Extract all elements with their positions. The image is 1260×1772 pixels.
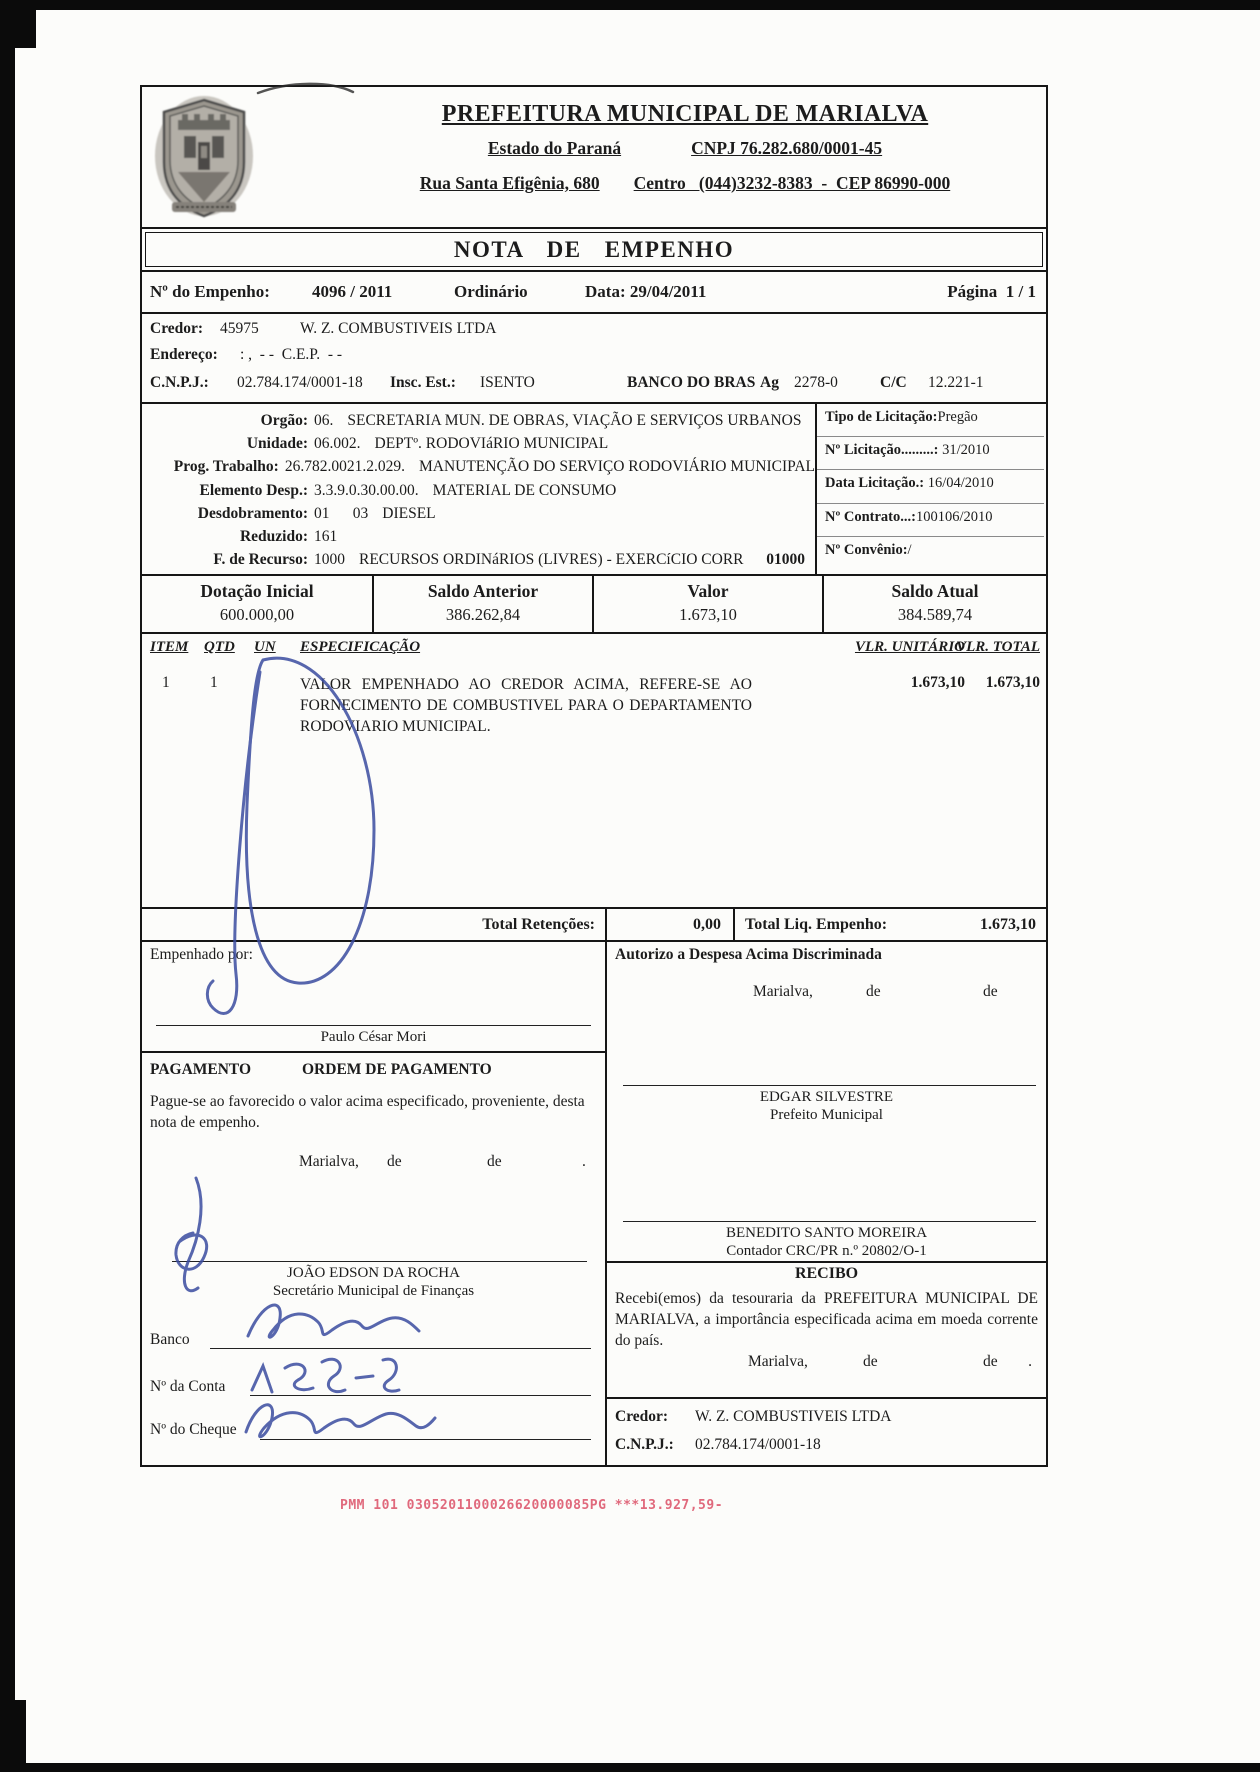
form-header <box>142 87 1046 227</box>
totals-row <box>142 907 1046 940</box>
col-header-unit: UN <box>254 639 276 655</box>
unidade-code: 06.002. <box>314 435 361 453</box>
address-city-phone: Centro (044)3232-8383 - CEP 86990-000 <box>633 173 951 193</box>
signature-line-accountant <box>623 1221 1036 1222</box>
retentions-value: 0,00 <box>607 909 735 940</box>
creditor-label: Credor: <box>150 320 204 337</box>
contract-number-value: 100106/2010 <box>915 508 993 525</box>
title-bar <box>142 227 1046 270</box>
net-total-value: 1.673,10 <box>980 915 1036 933</box>
creditor-name: W. Z. COMBUSTIVEIS LTDA <box>300 320 497 337</box>
amounts-row <box>142 574 1046 632</box>
desdobramento-label: Desdobramento: <box>197 504 308 522</box>
recurso-code: 1000 <box>314 551 345 569</box>
signatures-section <box>142 940 1046 1465</box>
empenho-number-label: Nº do Empenho: <box>150 282 270 301</box>
item-qty: 1 <box>210 674 218 691</box>
payment-order-heading: ORDEM DE PAGAMENTO <box>302 1061 492 1078</box>
payment-heading: PAGAMENTO <box>150 1061 252 1078</box>
agency-label: Ag <box>760 374 779 391</box>
receipt-cnpj-label: C.N.P.J.: <box>615 1436 674 1453</box>
item-unit-price: 1.673,10 <box>910 674 965 691</box>
desdobramento-code: 01 03 <box>314 504 369 522</box>
header-titles <box>332 101 1038 194</box>
bidding-date-value: 16/04/2010 <box>927 475 994 492</box>
bidding-type-label: Tipo de Licitação: <box>825 409 938 425</box>
budget-row-unidade <box>142 432 815 455</box>
mayor-title: Prefeito Municipal <box>770 1107 883 1123</box>
receipt-dot: . <box>1028 1353 1032 1370</box>
unidade-desc: DEPTº. RODOVIáRIO MUNICIPAL <box>374 435 609 453</box>
creditor-cnpj-value: 02.784.174/0001-18 <box>237 374 363 391</box>
reduzido-code: 161 <box>314 528 338 546</box>
reduzido-label: Reduzido: <box>239 528 308 546</box>
creditor-block <box>142 312 1046 402</box>
previous-balance-value: 386.262,84 <box>445 605 521 624</box>
accountant-name: BENEDITO SANTO MOREIRA <box>725 1225 928 1241</box>
col-header-spec: ESPECIFICAÇÃO <box>300 639 421 655</box>
value-cell <box>592 576 822 632</box>
bidding-number-row <box>817 437 1044 470</box>
col-header-total-price: VLR. TOTAL <box>956 639 1040 655</box>
agreement-number-row <box>817 537 1044 570</box>
col-header-qty: QTD <box>204 639 235 655</box>
org-title: PREFEITURA MUNICIPAL DE MARIALVA <box>441 101 929 127</box>
authorization-de-1: de <box>866 983 881 1000</box>
committed-by-name: Paulo César Mori <box>320 1029 427 1045</box>
payment-de-1: de <box>387 1153 402 1170</box>
payment-city: Marialva, <box>299 1153 359 1170</box>
budget-row-elemento <box>142 479 815 502</box>
creditor-address-value: : , - - C.E.P. - - <box>240 346 343 363</box>
agreement-number-value: / <box>907 541 912 558</box>
current-balance-cell <box>822 576 1046 632</box>
budget-block <box>142 402 1046 574</box>
bank-field-label: Banco <box>150 1331 190 1348</box>
finance-secretary-title: Secretário Municipal de Finanças <box>272 1283 475 1299</box>
desdobramento-desc: DIESEL <box>382 504 436 522</box>
elemento-desc: MATERIAL DE CONSUMO <box>432 481 617 499</box>
unidade-label: Unidade: <box>246 435 308 453</box>
scan-edge-bottom <box>0 1763 1260 1772</box>
retentions-label: Total Retenções: <box>142 909 607 940</box>
bidding-date-row <box>817 470 1044 503</box>
bidding-type-row <box>817 404 1044 437</box>
municipal-crest-logo <box>154 94 254 222</box>
prog-trabalho-label: Prog. Trabalho: <box>173 458 279 476</box>
budget-row-orgao <box>142 409 815 432</box>
bank-field-line <box>210 1348 591 1349</box>
creditor-cnpj-label: C.N.P.J.: <box>150 374 209 391</box>
budget-row-prog-trabalho <box>142 455 815 478</box>
net-total-cell <box>735 909 1046 940</box>
committed-by-label: Empenhado por: <box>150 946 253 963</box>
receipt-creditor-divider <box>607 1397 1046 1399</box>
net-total-label: Total Liq. Empenho: <box>745 915 888 933</box>
cheque-field-label: Nº do Cheque <box>150 1421 237 1438</box>
orgao-code: 06. <box>314 412 334 429</box>
prog-trabalho-code: 26.782.0021.2.029. <box>284 458 405 476</box>
budget-row-reduzido <box>142 525 815 548</box>
signature-line-committed <box>156 1025 591 1026</box>
receipt-de-1: de <box>863 1353 878 1370</box>
empenho-number-value: 4096 / 2011 <box>312 282 393 301</box>
title-inner-box <box>145 232 1043 267</box>
signature-line-mayor <box>623 1085 1036 1086</box>
bidding-info-box <box>815 404 1044 574</box>
contract-number-label: Nº Contrato...: <box>825 508 916 525</box>
signature-line-finance <box>172 1261 587 1262</box>
col-header-item: ITEM <box>150 639 189 655</box>
current-balance-value: 384.589,74 <box>897 605 973 624</box>
address-street: Rua Santa Efigênia, 680 <box>419 173 600 193</box>
payment-dot: . <box>582 1153 586 1170</box>
receipt-city: Marialva, <box>748 1353 808 1370</box>
receipt-cnpj-value: 02.784.174/0001-18 <box>695 1436 821 1453</box>
scan-corner-bottom-left <box>0 1700 26 1772</box>
budget-left-column <box>142 404 815 574</box>
scan-edge-left <box>0 0 15 1772</box>
item-total-price: 1.673,10 <box>985 674 1040 691</box>
page-indicator: Página 1 / 1 <box>947 282 1036 301</box>
creditor-address-label: Endereço: <box>150 346 218 363</box>
receipt-de-2: de <box>983 1353 998 1370</box>
payment-column <box>142 942 607 1465</box>
initial-allocation-label: Dotação Inicial <box>200 581 314 601</box>
accountant-title: Contador CRC/PR n.º 20802/O-1 <box>726 1243 927 1259</box>
account-value: 12.221-1 <box>928 374 984 391</box>
item-description: VALOR EMPENHADO AO CREDOR ACIMA, REFERE-SE AO FORNECIMENTO DE COMBUSTIVEL PARA O DEPARTAMENTO RODOVIARIO MUNICIPAL. <box>300 676 752 735</box>
col-header-unit-price: VLR. UNITÁRIO <box>854 639 965 655</box>
creditor-code: 45975 <box>220 320 259 337</box>
account-field-line <box>250 1395 591 1396</box>
scan-corner-top-left <box>0 0 36 48</box>
orgao-label: Orgão: <box>260 412 308 429</box>
receipt-text: Recebi(emos) da tesouraria da PREFEITURA MUNICIPAL DE MARIALVA, a importância especificada acima em moeda corrente do país. <box>615 1290 1038 1349</box>
recurso-extra-code: 01000 <box>766 551 805 569</box>
bidding-number-value: 31/2010 <box>942 442 990 459</box>
agreement-number-label: Nº Convênio: <box>825 541 908 558</box>
initial-allocation-cell <box>142 576 372 632</box>
mayor-name: EDGAR SILVESTRE <box>759 1089 894 1105</box>
receipt-heading: RECIBO <box>794 1265 859 1282</box>
value-amount: 1.673,10 <box>679 605 737 624</box>
elemento-label: Elemento Desp.: <box>199 481 308 499</box>
finance-secretary-name: JOÃO EDSON DA ROCHA <box>287 1265 460 1281</box>
receipt-creditor-label: Credor: <box>615 1408 669 1425</box>
bidding-date-label: Data Licitação.: <box>825 475 925 492</box>
orgao-desc: SECRETARIA MUN. DE OBRAS, VIAÇÃO E SERVIÇOS URBANOS <box>347 412 802 429</box>
bank-name: BANCO DO BRAS <box>627 374 756 391</box>
items-table <box>142 632 1046 907</box>
dot-matrix-footer: PMM 101 0305201100026620000085PG ***13.927,59- <box>340 1498 724 1513</box>
contract-number-row <box>817 504 1044 537</box>
authorization-de-2: de <box>983 983 998 1000</box>
payment-de-2: de <box>487 1153 502 1170</box>
authorization-heading: Autorizo a Despesa Acima Discriminada <box>615 946 882 963</box>
current-balance-label: Saldo Atual <box>891 581 979 601</box>
empenho-kind: Ordinário <box>454 282 528 301</box>
bidding-number-label: Nº Licitação.........: <box>825 442 939 459</box>
account-label: C/C <box>880 374 907 391</box>
document-title: NOTA DE EMPENHO <box>453 236 735 262</box>
elemento-code: 3.3.9.0.30.00.00. <box>314 481 419 499</box>
account-field-label: Nº da Conta <box>150 1378 226 1395</box>
empenho-date: Data: 29/04/2011 <box>585 282 707 301</box>
nota-de-empenho-form <box>140 85 1048 1467</box>
receipt-creditor-name: W. Z. COMBUSTIVEIS LTDA <box>695 1408 892 1425</box>
state-reg-label: Insc. Est.: <box>390 374 456 391</box>
empenho-number-row <box>142 270 1046 312</box>
receipt-divider <box>607 1261 1046 1263</box>
prog-trabalho-desc: MANUTENÇÃO DO SERVIÇO RODOVIÁRIO MUNICIPAL <box>418 458 815 476</box>
payment-divider <box>142 1051 605 1053</box>
authorization-column <box>607 942 1046 1465</box>
org-cnpj-label: CNPJ 76.282.680/0001-45 <box>691 138 883 158</box>
state-reg-value: ISENTO <box>480 374 535 391</box>
budget-row-desdobramento <box>142 502 815 525</box>
agency-value: 2278-0 <box>794 374 838 391</box>
item-number: 1 <box>162 674 170 691</box>
payment-order-text: Pague-se ao favorecido o valor acima especificado, proveniente, desta nota de empenho. <box>150 1093 585 1131</box>
bidding-type-value: Pregão <box>937 409 978 425</box>
recurso-label: F. de Recurso: <box>213 551 308 569</box>
previous-balance-label: Saldo Anterior <box>427 581 539 601</box>
value-label: Valor <box>687 581 729 601</box>
authorization-city: Marialva, <box>753 983 813 1000</box>
state-label: Estado do Paraná <box>487 138 622 158</box>
initial-allocation-value: 600.000,00 <box>219 605 295 624</box>
scan-edge-top <box>0 0 1260 10</box>
budget-row-recurso <box>142 548 815 571</box>
cheque-field-line <box>260 1439 591 1440</box>
previous-balance-cell <box>372 576 592 632</box>
recurso-desc: RECURSOS ORDINáRIOS (LIVRES) - EXERCíCIO CORR <box>359 551 744 569</box>
